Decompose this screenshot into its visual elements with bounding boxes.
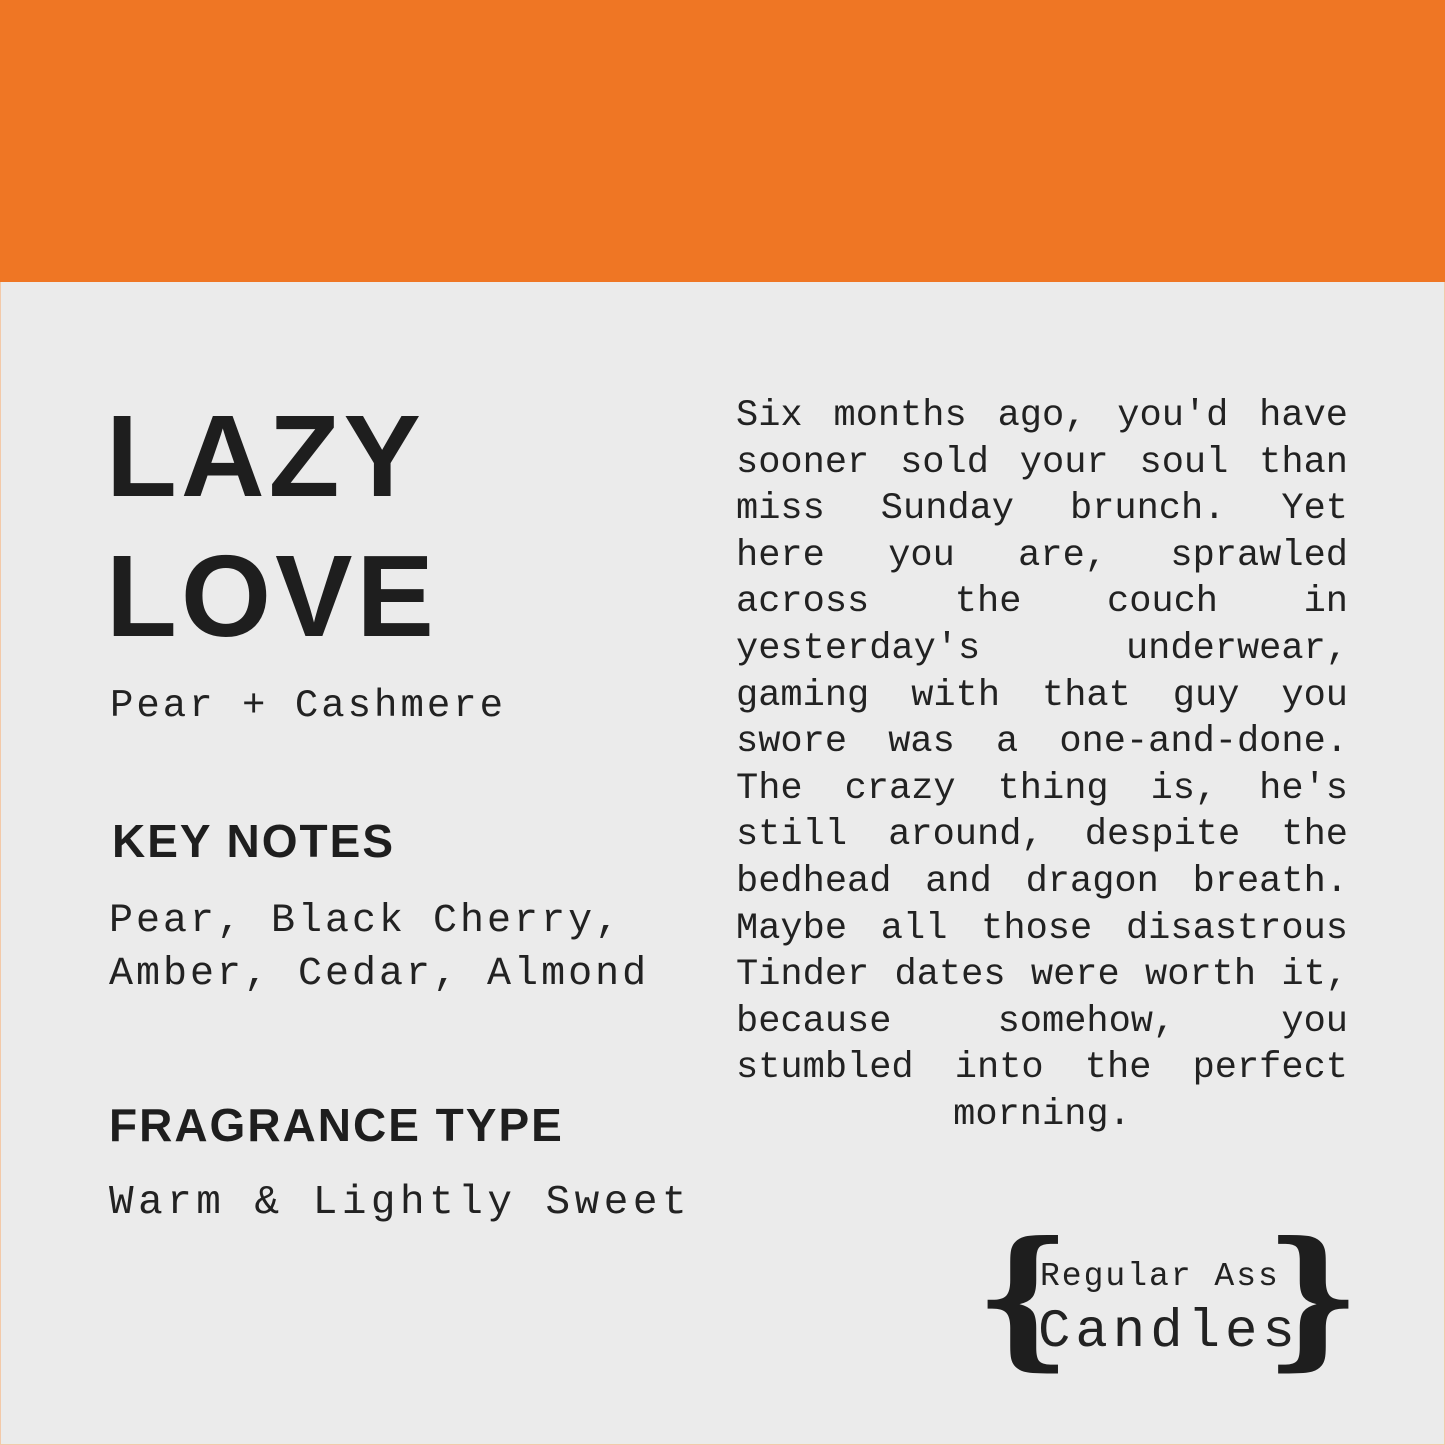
brand-logo [975,1209,1365,1385]
product-subtitle: Pear + Cashmere [110,684,507,728]
fragrance-type-heading: FRAGRANCE TYPE [109,1099,564,1151]
product-title-line2: LOVE [106,531,438,661]
fragrance-type-value: Warm & Lightly Sweet [109,1180,692,1226]
product-story: Six months ago, you'd have sooner sold your soul than miss Sunday brunch. Yet here you are, sprawled across the couch in yesterday's underwear, gaming with that guy you swore was a one-and-done. The crazy thing is, he's still around, despite the bedhead and dragon breath. Maybe all those disastrous Tinder dates were worth it, because somehow, you stumbled into the perfect morning. [736,395,1348,1136]
brace-open-icon: { [975,1209,1072,1385]
product-title-line1: LAZY [106,391,425,521]
top-color-band [0,0,1445,282]
brand-name-line1: Regular Ass [1040,1258,1280,1295]
key-notes-line: Amber, Cedar, Almond [109,952,650,997]
brand-name-line2: Candles [1038,1302,1300,1363]
brace-close-icon: } [1264,1209,1361,1385]
key-notes-line: Pear, Black Cherry, [109,899,623,944]
key-notes-list [109,895,649,1001]
key-notes-heading: KEY NOTES [112,815,395,867]
